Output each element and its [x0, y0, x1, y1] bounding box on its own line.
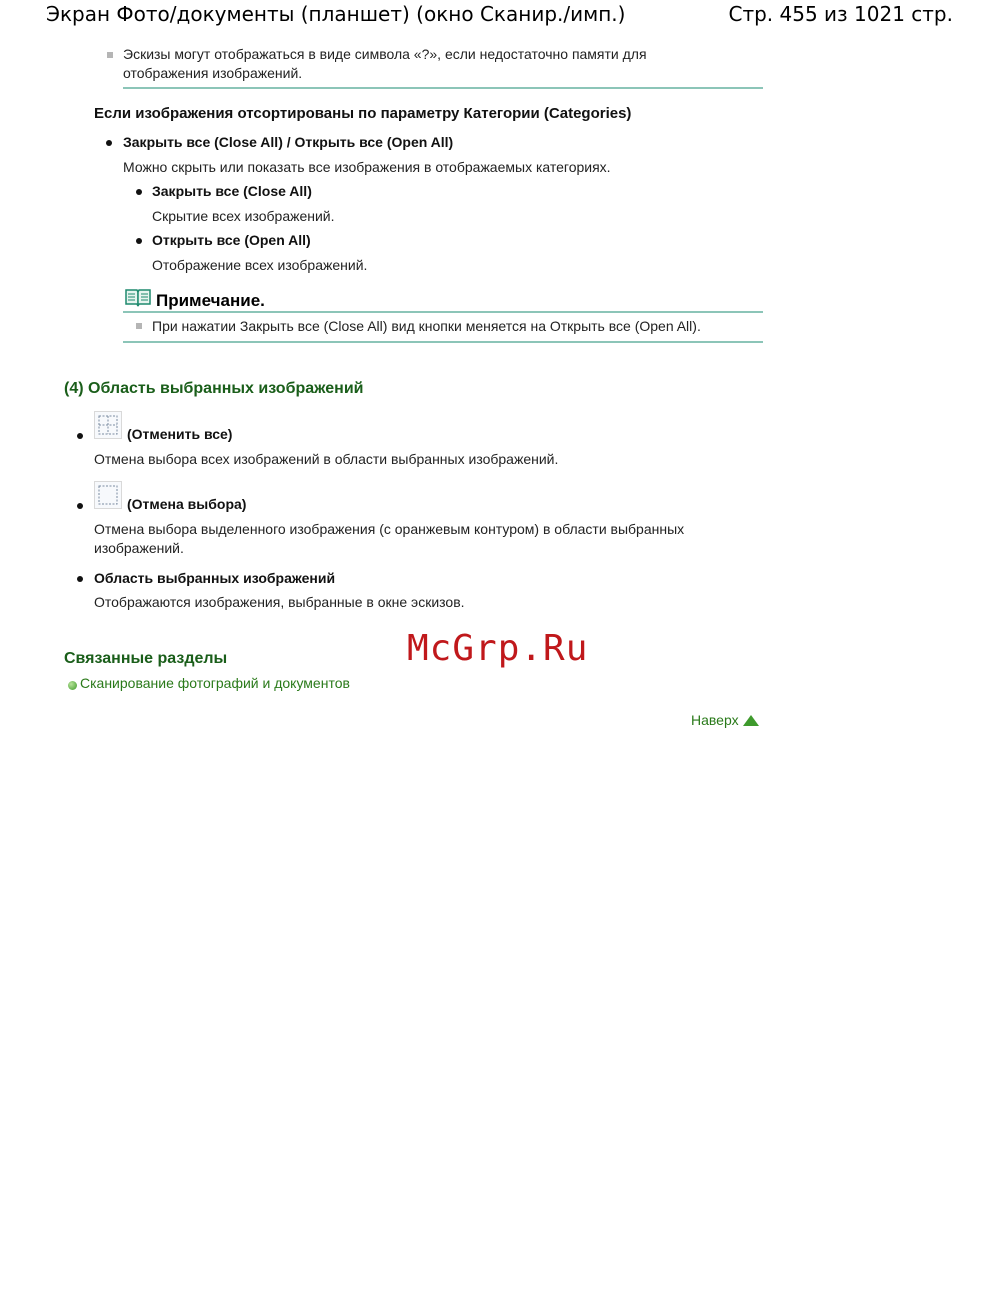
cancel-all-desc: Отмена выбора всех изображений в области выбранных изображений. [94, 451, 559, 467]
watermark: McGrp.Ru [407, 628, 589, 669]
selected-area-title: Область выбранных изображений [94, 570, 336, 586]
bullet [77, 433, 83, 439]
bullet [136, 238, 142, 244]
cancel-selection-title: (Отмена выбора) [127, 496, 247, 512]
top-note-line1: Эскизы могут отображаться в виде символа «?», если недостаточно памяти для [123, 46, 647, 62]
note-book-icon [124, 287, 152, 307]
cancel-selection-icon [94, 481, 122, 509]
close-all-desc: Скрытие всех изображений. [152, 208, 335, 224]
divider [123, 311, 763, 313]
bullet [106, 140, 112, 146]
close-open-all-desc: Можно скрыть или показать все изображения в отображаемых категориях. [123, 159, 611, 175]
square-bullet [136, 323, 142, 329]
open-all-desc: Отображение всех изображений. [152, 257, 368, 273]
cancel-selection-desc-line2: изображений. [94, 540, 184, 556]
related-link[interactable]: Сканирование фотографий и документов [80, 675, 350, 691]
square-bullet [107, 52, 113, 58]
close-open-all-title: Закрыть все (Close All) / Открыть все (Open All) [123, 134, 454, 150]
note-title: Примечание. [156, 291, 265, 310]
bullet [136, 189, 142, 195]
top-note-line2: отображения изображений. [123, 65, 303, 81]
related-heading: Связанные разделы [64, 650, 228, 667]
categories-heading: Если изображения отсортированы по параметру Категории (Categories) [94, 105, 632, 122]
open-all-title: Открыть все (Open All) [152, 232, 311, 248]
arrow-up-icon [743, 715, 759, 726]
cancel-all-icon [94, 411, 122, 439]
section4-heading: (4) Область выбранных изображений [64, 380, 364, 397]
divider [123, 87, 763, 89]
link-bullet-icon [68, 681, 77, 690]
cancel-selection-desc-line1: Отмена выбора выделенного изображения (с оранжевым контуром) в области выбранных [94, 521, 685, 537]
cancel-all-title: (Отменить все) [127, 426, 233, 442]
back-to-top-link[interactable] [691, 712, 759, 728]
document-title: Экран Фото/документы (планшет) (окно Сканир./имп.) [46, 2, 626, 26]
note-text: При нажатии Закрыть все (Close All) вид кнопки меняется на Открыть все (Open All). [152, 318, 701, 334]
page-number: Стр. 455 из 1021 стр. [728, 2, 953, 26]
selected-area-desc: Отображаются изображения, выбранные в окне эскизов. [94, 594, 465, 610]
divider [123, 341, 763, 343]
close-all-title: Закрыть все (Close All) [152, 183, 312, 199]
bullet [77, 503, 83, 509]
back-to-top-label: Наверх [691, 712, 739, 728]
bullet [77, 576, 83, 582]
